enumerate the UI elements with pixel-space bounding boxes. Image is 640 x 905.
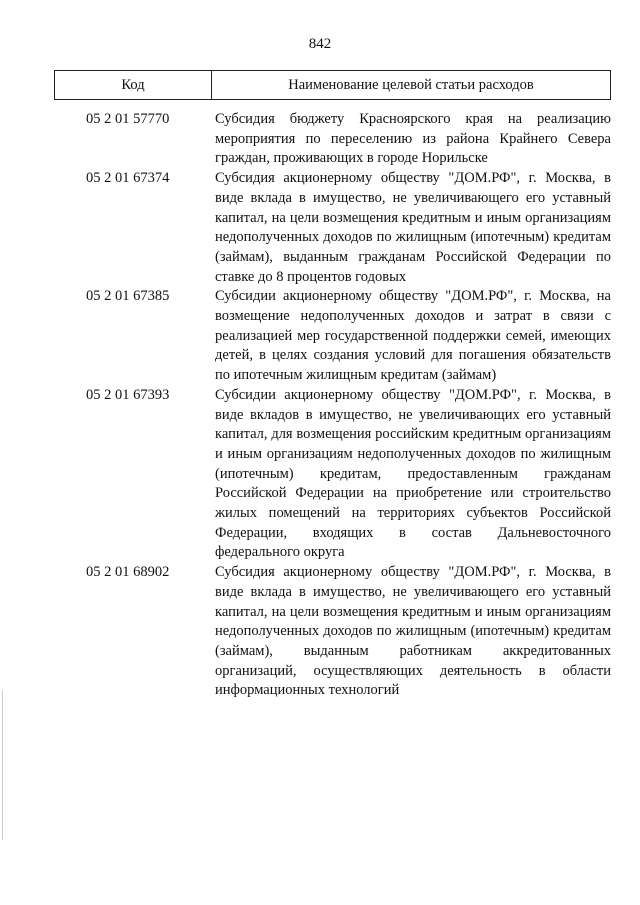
header-code: Код	[55, 71, 212, 99]
row-code: 05 2 01 67385	[86, 288, 170, 305]
header-name: Наименование целевой статьи расходов	[288, 76, 534, 93]
table-body	[54, 110, 611, 701]
row-name: Субсидия бюджету Красноярского края на реализацию мероприятия по переселению из района Крайнего Севера граждан, проживающих в городе Норильске	[215, 111, 611, 167]
row-name: Субсидии акционерному обществу "ДОМ.РФ", г. Москва, на возмещение недополученных доходов и затрат в связи с реализацией мер государственной поддержки семей, имеющих детей, в целях создания условий для погашения обязательств по ипотечным жилищным кредитам (займам)	[215, 288, 611, 384]
row-name: Субсидия акционерному обществу "ДОМ.РФ", г. Москва, в виде вклада в имущество, не увеличивающего его уставный капитал, на цели возмещения кредитным и иным организациям недополученных доходов по жилищным (ипотечным) кредитам (займам), выданным гражданам Российской Федерации по ставке до 8 процентов годовых	[215, 170, 611, 285]
table-row	[54, 169, 611, 287]
table-row	[54, 386, 611, 563]
row-code: 05 2 01 68902	[86, 564, 170, 581]
row-code: 05 2 01 67393	[86, 386, 170, 403]
row-code: 05 2 01 57770	[86, 111, 170, 127]
page-number: 842	[308, 36, 332, 52]
table-header	[54, 70, 611, 100]
row-code: 05 2 01 67374	[86, 170, 170, 187]
table-row	[54, 287, 611, 386]
scan-edge-mark	[2, 690, 3, 840]
table-row	[54, 110, 611, 169]
table-row	[54, 563, 611, 701]
row-name: Субсидии акционерному обществу "ДОМ.РФ", г. Москва, в виде вкладов в имущество, не увеличивающих его уставный капитал, для возмещения российским кредитным организациям и иным организациям недополученных доходов по жилищным (ипотечным) кредитам, предоставленным гражданам Российской Федерации на приобретение или строительство жилых помещений на территориях субъектов Российской Федерации, входящих в состав Дальневосточного федерального округа	[215, 386, 611, 561]
row-name: Субсидия акционерному обществу "ДОМ.РФ", г. Москва, в виде вклада в имущество, не увеличивающего его уставный капитал, на цели возмещения кредитным и иным организациям недополученных доходов по жилищным (ипотечным) кредитам (займам), выданным работникам аккредитованных организаций, осуществляющих деятельность в области информационных технологий	[215, 564, 611, 699]
